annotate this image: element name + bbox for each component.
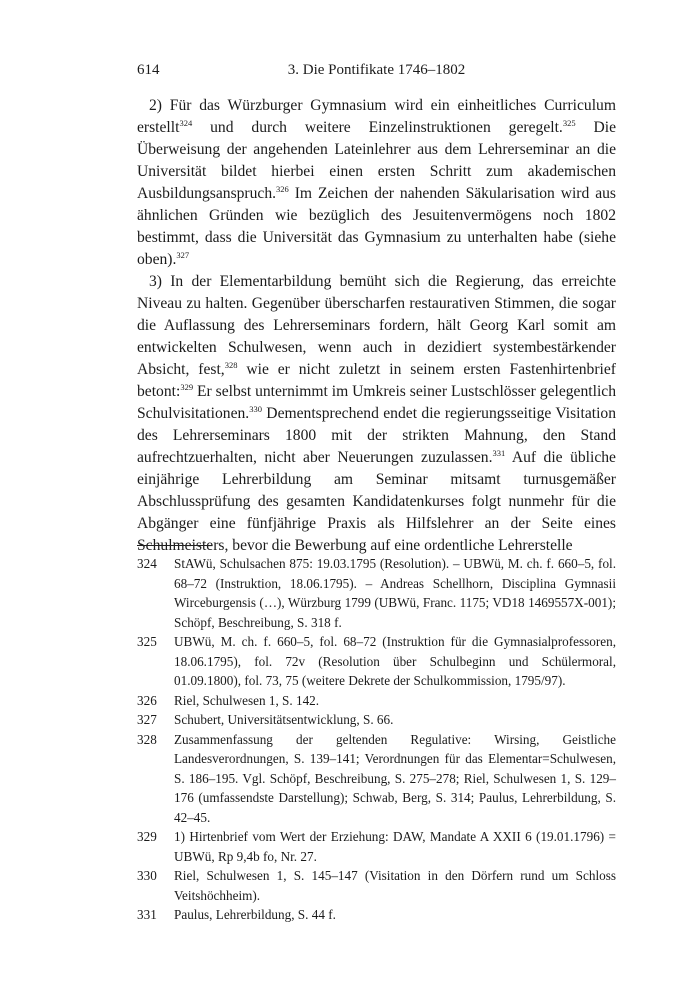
footnote-text: Paulus, Lehrerbildung, S. 44 f. [174,907,336,922]
footnote [137,905,616,925]
footnote-rule [137,545,212,546]
footnote-text: Riel, Schulwesen 1, S. 145–147 (Visitation in den Dörfern rund um Schloss Veitshöchheim). [174,868,616,903]
running-head: 3. Die Pontifikate 1746–1802 [287,62,466,78]
body-paragraph [137,95,616,271]
text-run: 3) In der Elementarbildung bemüht sich die Regierung, das erreichte Niveau zu halten. Gegenüber überscharfen restaurativen Stimmen, die sogar die Auflassung des Lehrerseminars fordern, hält Georg Karl somit am entwickelten Schulwesen, wenn auch in dezidiert systembestärkender Absicht, fest, [137,273,616,378]
footnote-number: 324 [137,556,157,571]
text-run: Im Zeichen der nahenden Säkularisation wird aus ähnlichen Gründen wie bezüglich des Jesuitenvermögens noch 1802 bestimmt, dass die Universität das Gymnasium zu unterhalten habe (siehe oben). [137,185,616,268]
footnote-number: 327 [137,712,157,727]
footnote-number: 326 [137,692,157,708]
footnote-text: 1) Hirtenbrief vom Wert der Erziehung: DAW, Mandate A XXII 6 (19.01.1796) = UBWü, Rp 9,4b fo, Nr. 27. [174,829,616,864]
footnote [137,554,616,632]
footnote-reference[interactable]: 324 [179,118,193,128]
text-run: Er selbst unternimmt im Umkreis seiner Lustschlösser gelegentlich Schulvisitationen. [137,383,616,422]
footnote [137,691,616,711]
footnote-number: 330 [137,868,157,883]
footnote-text: UBWü, M. ch. f. 660–5, fol. 68–72 (Instruktion für die Gymnasialprofessoren, 18.06.1795), fol. 72v (Resolution über Schulbeginn und Schülermoral, 01.09.1800), fol. 73, 75 (weitere Dekrete der Schulkommission, 1795/97). [174,634,616,688]
footnote [137,866,616,905]
footnote-text: Riel, Schulwesen 1, S. 142. [174,692,320,708]
footnote-text: StAWü, Schulsachen 875: 19.03.1795 (Resolution). – UBWü, M. ch. f. 660–5, fol. 68–72 (Instruktion, 18.06.1795). – Andreas Schellhorn, Disciplina Gymnasii Wirceburgensis (…), Würzburg 1799 (UBWü, Franc. 1175; VD18 1469557X-001); Schöpf, Beschreibung, S. 318 f. [174,556,616,630]
footnote [137,827,616,866]
footnote-reference[interactable]: 329 [180,382,194,392]
text-run: und durch weitere Einzelinstruktionen geregelt. [192,119,563,136]
footnotes [137,554,616,925]
footnote-number: 328 [137,731,157,747]
footnote-reference[interactable]: 331 [492,448,506,458]
footnote-reference[interactable]: 330 [249,404,262,414]
footnote-reference[interactable]: 328 [224,360,238,370]
footnote [137,730,616,828]
footnote-reference[interactable]: 326 [276,184,289,194]
page-header [137,62,616,82]
footnote-reference[interactable]: 327 [176,250,190,260]
footnote-text: Schubert, Universitätsentwicklung, S. 66. [174,712,394,727]
body-paragraph [137,271,616,557]
footnote-number: 331 [137,907,157,922]
footnote-text: Zusammenfassung der geltenden Regulative: Wirsing, Geistliche Landesverordnungen, S. 139–141; Verordnungen für das Elementar=Schulwesen, S. 186–195. Vgl. Schöpf, Beschreibung, S. 275–278; Riel, Schulwesen 1, S. 129–176 (umfassendste Darstellung); Schwab, Berg, S. 314; Paulus, Lehrerbildung, S. 42–45. [174,731,616,825]
text-run: Die Überweisung der angehenden Lateinlehrer aus dem Lehrerseminar an die Universität bildet hierbei einen ersten Schritt zum akademischen Ausbildungsanspruch. [137,119,616,202]
text-run: Dementsprechend endet die regierungsseitige Visitation des Lehrerseminars 1800 mit der strikten Mahnung, den Stand aufrechtzuerhalten, nicht aber Neuerungen zuzulassen. [137,405,616,466]
footnote-number: 325 [137,634,157,649]
main-text [137,95,616,557]
footnote [137,632,616,691]
page-number: 614 [137,62,160,78]
text-run: wie er nicht zuletzt in seinem ersten Fastenhirtenbrief betont: [137,361,616,400]
footnote-reference[interactable]: 325 [562,118,576,128]
text-run: 2) Für das Würzburger Gymnasium wird ein einheitliches Curriculum erstellt [137,97,616,136]
footnote-number: 329 [137,829,157,844]
text-run: Auf die übliche einjährige Lehrerbildung am Seminar mitsamt turnusgemäßer Abschlussprüfung des gesamten Kandidatenkurses folgt nunmehr für die Abgänger eine fünfjährige Praxis als Hilfslehrer an der Seite eines Schulmeisters, bevor die Bewerbung auf eine ordentliche Lehrerstelle [137,449,616,554]
footnote [137,710,616,730]
